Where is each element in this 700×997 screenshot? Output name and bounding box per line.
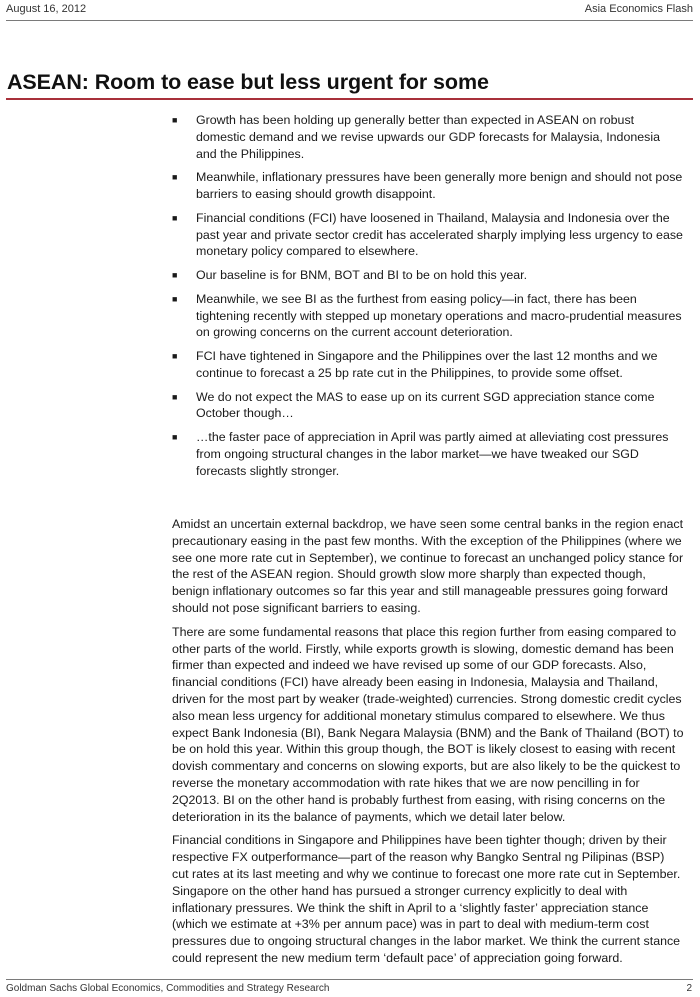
key-point — [171, 291, 683, 341]
report-date: August 16, 2012 — [6, 3, 87, 15]
bullet-marker-icon: ■ — [172, 115, 178, 125]
key-point — [171, 267, 683, 284]
bullet-marker-icon: ■ — [172, 391, 178, 402]
key-point — [171, 429, 683, 479]
page-number: 2 — [686, 983, 692, 994]
key-point-text: Financial conditions (FCI) have loosened in Thailand, Malaysia and Indonesia over the past year and private sector credit has accelerated sharply implying less urgency to ease monetary policy compared to elsewhere. — [196, 210, 683, 259]
bullet-marker-icon: ■ — [172, 293, 178, 304]
bullet-marker-icon: ■ — [172, 351, 178, 362]
key-point-text: Growth has been holding up generally better than expected in ASEAN on robust domestic demand and we revise upwards our GDP forecasts for Malaysia, Indonesia and the Philippines. — [196, 113, 660, 161]
key-point-text: …the faster pace of appreciation in April was partly aimed at alleviating cost pressures from ongoing structural changes in the labor market—we have tweaked our SGD forecasts slightly stronger. — [196, 429, 669, 478]
bullet-marker-icon: ■ — [172, 270, 178, 281]
key-point-text: FCI have tightened in Singapore and the Philippines over the last 12 months and we continue to forecast a 25 bp rate cut in the Philippines, to provide some offset. — [196, 349, 658, 380]
key-point — [171, 169, 683, 203]
key-point — [171, 112, 683, 162]
key-point-text: Meanwhile, we see BI as the furthest from easing policy—in fact, there has been tightening recently with stepped up monetary operations and macro-prudential measures on growing concerns on the current account deterioration. — [196, 291, 682, 340]
key-point-text: We do not expect the MAS to ease up on its current SGD appreciation stance come October though… — [196, 389, 655, 421]
title-underline — [6, 98, 693, 100]
body-paragraph: There are some fundamental reasons that place this region further from easing compared to other parts of the world. Firstly, while exports growth is slowing, domestic demand has been firmer than expected and indeed we have revised up some of our GDP forecasts. Also, financial conditions (FCI) have already been easing in Indonesia, Malaysia and Thailand, driven for the most part by weaker (trade-weighted) currencies. Strong domestic credit cycles also mean less urgency for additional monetary stimulus compared to elsewhere. We thus expect Bank Indonesia (BI), Bank Negara Malaysia (BNM) and the Bank of Thailand (BOT) to be on hold this year. Within this group though, the BOT is likely closest to easing with recent dovish commentary and concerns on slowing exports, but are also likely to be the quickest to reverse the monetary accommodation with rate hikes that we are now pencilling in for 2Q2013. BI on the other hand is probably furthest from easing, with rising concerns on the deterioration in its the balance of payments, which we detail later below. — [172, 624, 684, 824]
body-paragraph: Financial conditions in Singapore and Philippines have been tighter though; driven by their respective FX outperformance—part of the reason why Bangko Sentral ng Pilipinas (BSP) cut rates at its last meeting and why we continue to forecast one more rate cut in September. Singapore on the other hand has pursued a stronger currency explicitly to deal with inflationary pressures. We think the shift in April to a ‘slightly faster’ appreciation stance (which we estimate at +3% per annum pace) was in part to deal with medium-term cost pressures due to ongoing structural changes in the labor market. We think the current stance could represent the new medium term ‘default pace’ of appreciation going forward. — [172, 833, 681, 965]
header-divider — [6, 20, 693, 21]
bullet-marker-icon: ■ — [172, 431, 178, 442]
key-points-list — [171, 112, 683, 486]
key-point — [171, 348, 683, 382]
body-paragraph: Amidst an uncertain external backdrop, we have seen some central banks in the region enact precautionary easing in the past few months. With the exception of the Philippines (where we see one more rate cut in September), we continue to forecast an unchanged policy stance for the rest of the ASEAN region. Should growth slow more sharply than expected though, benign inflationary outcomes so far this year and still manageable pressures going forward should not pose significant barriers to easing. — [172, 517, 684, 615]
footer-source: Goldman Sachs Global Economics, Commodities and Strategy Research — [6, 983, 330, 994]
bullet-marker-icon: ■ — [172, 172, 178, 183]
body-text — [172, 516, 684, 974]
key-point-text: Our baseline is for BNM, BOT and BI to be on hold this year. — [196, 268, 528, 283]
key-point — [171, 389, 683, 423]
key-point-text: Meanwhile, inflationary pressures have been generally more benign and should not pose barriers to easing should growth disappoint. — [196, 170, 683, 202]
page-title: ASEAN: Room to ease but less urgent for some — [7, 70, 489, 94]
publication-name: Asia Economics Flash — [584, 3, 693, 15]
key-point — [171, 210, 683, 260]
footer-divider — [6, 979, 693, 980]
bullet-marker-icon: ■ — [172, 212, 178, 223]
